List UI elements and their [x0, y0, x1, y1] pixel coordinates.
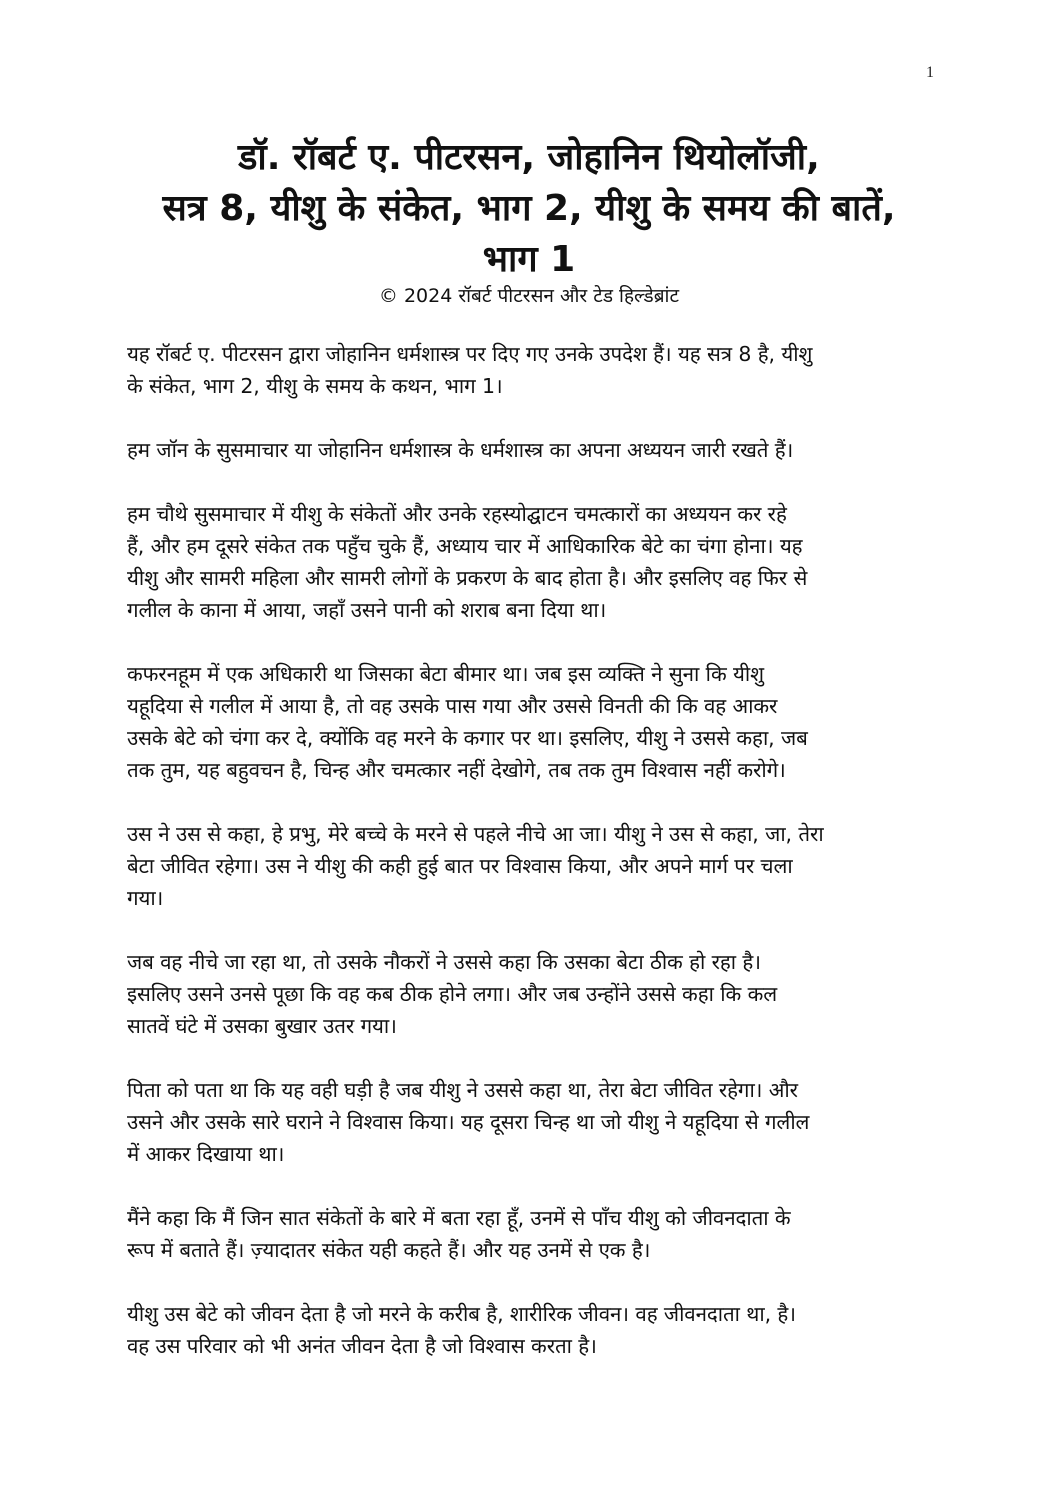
text-line: रूप में बताते हैं। ज़्यादातर संकेत यही कहते हैं। और यह उनमें से एक है।	[127, 1238, 651, 1262]
paragraph	[127, 658, 933, 786]
paragraph	[127, 818, 933, 914]
document-body	[127, 338, 933, 1394]
paragraph	[127, 498, 933, 626]
text-line: मैंने कहा कि मैं जिन सात संकेतों के बारे में बता रहा हूँ, उनमें से पाँच यीशु को जीवनदाता के	[127, 1206, 791, 1230]
text-line: कफरनहूम में एक अधिकारी था जिसका बेटा बीमार था। जब इस व्यक्ति ने सुना कि यीशु	[127, 662, 764, 686]
document-title	[60, 132, 998, 285]
title-line: सत्र 8, यीशु के संकेत, भाग 2, यीशु के समय की बातें,	[162, 188, 896, 229]
page-number: 1	[926, 64, 934, 81]
text-line: गलील के काना में आया, जहाँ उसने पानी को शराब बना दिया था।	[127, 598, 607, 622]
text-line: हम जॉन के सुसमाचार या जोहानिन धर्मशास्त्र के धर्मशास्त्र का अपना अध्ययन जारी रखते हैं।	[127, 438, 794, 462]
text-line: गया।	[127, 886, 164, 910]
text-line: पिता को पता था कि यह वही घड़ी है जब यीशु ने उससे कहा था, तेरा बेटा जीवित रहेगा। और	[127, 1078, 798, 1102]
text-line: हैं, और हम दूसरे संकेत तक पहुँच चुके हैं, अध्याय चार में आधिकारिक बेटे का चंगा होना। यह	[127, 534, 803, 558]
text-line: इसलिए उसने उनसे पूछा कि वह कब ठीक होने लगा। और जब उन्होंने उससे कहा कि कल	[127, 982, 778, 1006]
text-line: तक तुम, यह बहुवचन है, चिन्ह और चमत्कार नहीं देखोगे, तब तक तुम विश्वास नहीं करोगे।	[127, 758, 786, 782]
text-line: उसके बेटे को चंगा कर दे, क्योंकि वह मरने के कगार पर था। इसलिए, यीशु ने उससे कहा, जब	[127, 726, 808, 750]
text-line: यीशु उस बेटे को जीवन देता है जो मरने के करीब है, शारीरिक जीवन। वह जीवनदाता था, है।	[127, 1302, 796, 1326]
paragraph	[127, 1074, 933, 1170]
text-line: हम चौथे सुसमाचार में यीशु के संकेतों और उनके रहस्योद्घाटन चमत्कारों का अध्ययन कर रहे	[127, 502, 787, 526]
text-line: बेटा जीवित रहेगा। उस ने यीशु की कही हुई बात पर विश्वास किया, और अपने मार्ग पर चला	[127, 854, 793, 878]
paragraph	[127, 1202, 933, 1266]
text-line: में आकर दिखाया था।	[127, 1142, 285, 1166]
text-line: वह उस परिवार को भी अनंत जीवन देता है जो विश्वास करता है।	[127, 1334, 597, 1358]
paragraph	[127, 1298, 933, 1362]
text-line: जब वह नीचे जा रहा था, तो उसके नौकरों ने उससे कहा कि उसका बेटा ठीक हो रहा है।	[127, 950, 761, 974]
title-line: डॉ. रॉबर्ट ए. पीटरसन, जोहानिन थियोलॉजी,	[238, 137, 820, 178]
text-line: यहूदिया से गलील में आया है, तो वह उसके पास गया और उससे विनती की कि वह आकर	[127, 694, 778, 718]
text-line: यह रॉबर्ट ए. पीटरसन द्वारा जोहानिन धर्मशास्त्र पर दिए गए उनके उपदेश हैं। यह सत्र 8 है, यीशु	[127, 342, 813, 366]
title-line: भाग 1	[482, 239, 576, 280]
text-line: के संकेत, भाग 2, यीशु के समय के कथन, भाग 1।	[127, 374, 503, 398]
copyright-notice: © 2024 रॉबर्ट पीटरसन और टेड हिल्डेब्रांट	[378, 285, 680, 307]
text-line: यीशु और सामरी महिला और सामरी लोगों के प्रकरण के बाद होता है। और इसलिए वह फिर से	[127, 566, 808, 590]
paragraph	[127, 946, 933, 1042]
text-line: सातवें घंटे में उसका बुखार उतर गया।	[127, 1014, 397, 1038]
paragraph	[127, 338, 933, 402]
text-line: उसने और उसके सारे घराने ने विश्वास किया। यह दूसरा चिन्ह था जो यीशु ने यहूदिया से गलील	[127, 1110, 810, 1134]
text-line: उस ने उस से कहा, हे प्रभु, मेरे बच्चे के मरने से पहले नीचे आ जा। यीशु ने उस से कहा, जा, तेरा	[127, 822, 824, 846]
paragraph	[127, 434, 933, 466]
